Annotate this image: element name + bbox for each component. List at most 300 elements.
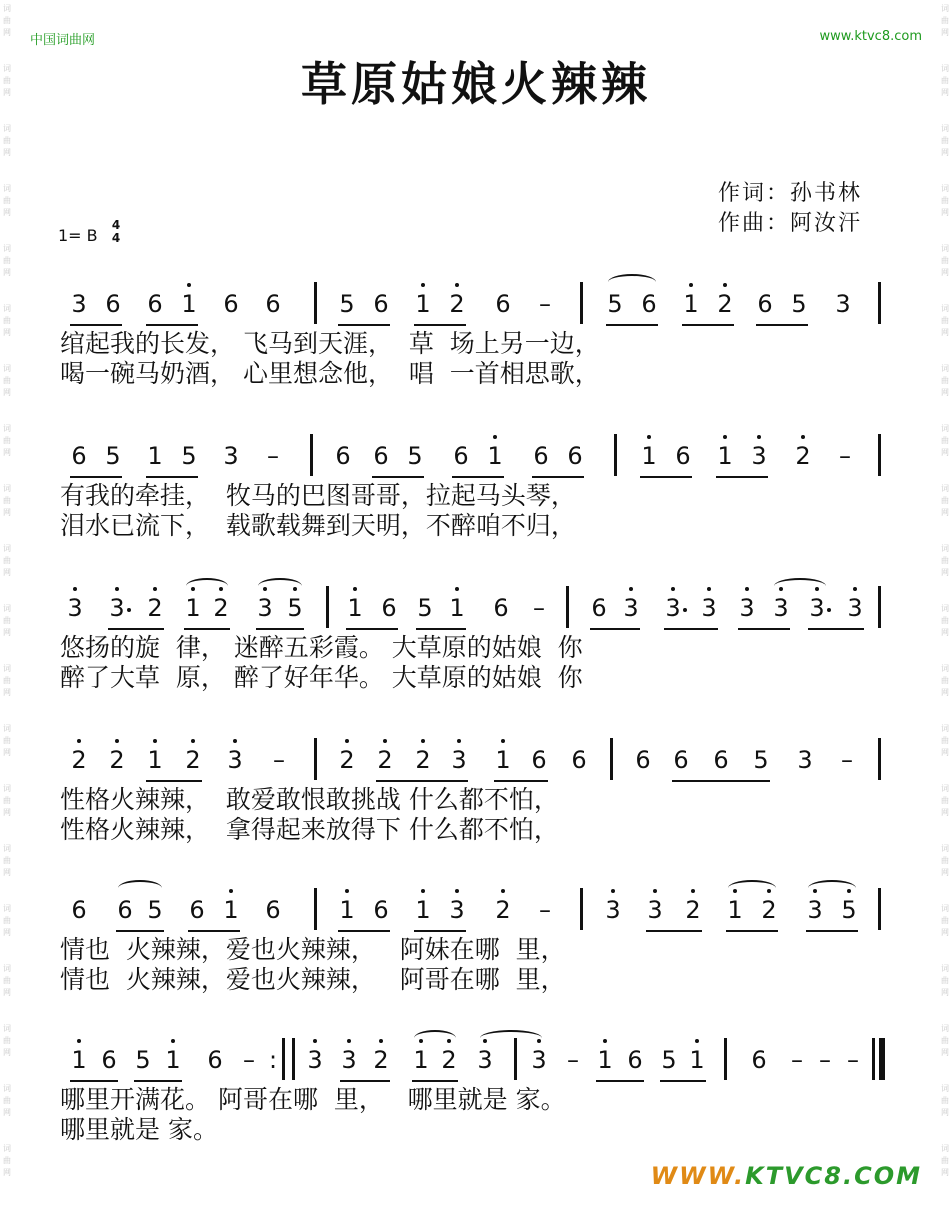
note: 6 <box>751 1046 767 1074</box>
note: 2 <box>685 896 701 924</box>
watermark-char: 词 <box>941 904 949 913</box>
watermark-char: 词 <box>3 604 11 613</box>
note: 6 <box>567 442 583 470</box>
watermark-char: 词 <box>3 1144 11 1153</box>
note: 1 <box>347 594 363 622</box>
watermark-char: 曲 <box>3 556 11 565</box>
note: 6 <box>493 594 509 622</box>
barline <box>310 434 313 476</box>
note: 3 <box>797 746 813 774</box>
watermark-char: 曲 <box>3 436 11 445</box>
note: 5 <box>841 896 857 924</box>
watermark-char: 曲 <box>3 856 11 865</box>
note: 1 <box>717 442 733 470</box>
watermark-char: 词 <box>941 844 949 853</box>
note: 1 <box>71 1046 87 1074</box>
watermark-char: 网 <box>941 148 949 157</box>
underline-beam <box>682 324 734 326</box>
dash-extension: – <box>267 442 279 470</box>
note: 3 <box>809 594 825 622</box>
watermark-char: 网 <box>3 448 11 457</box>
note: 6 <box>373 290 389 318</box>
watermark-char: 曲 <box>941 736 949 745</box>
watermark-char: 词 <box>3 844 11 853</box>
barline <box>610 738 613 780</box>
note: 6 <box>673 746 689 774</box>
watermark-char: 曲 <box>941 616 949 625</box>
watermark-char: 词 <box>3 64 11 73</box>
note: 3 <box>451 746 467 774</box>
underline-beam <box>738 628 790 630</box>
note: 6 <box>117 896 133 924</box>
watermark-char: 网 <box>941 388 949 397</box>
watermark-char: 词 <box>941 784 949 793</box>
watermark-char: 曲 <box>941 76 949 85</box>
watermark-char: 网 <box>3 928 11 937</box>
note: 5 <box>753 746 769 774</box>
note: 5 <box>105 442 121 470</box>
watermark-char: 曲 <box>941 136 949 145</box>
watermark-char: 网 <box>3 688 11 697</box>
note: 6 <box>335 442 351 470</box>
watermark-char: 网 <box>3 868 11 877</box>
watermark-char: 词 <box>3 124 11 133</box>
note: 3 <box>739 594 755 622</box>
barline <box>872 1038 875 1080</box>
watermark-char: 曲 <box>941 916 949 925</box>
key-signature: 1= B <box>58 226 98 245</box>
note: 6 <box>101 1046 117 1074</box>
watermark-char: 网 <box>941 268 949 277</box>
watermark-char: 曲 <box>3 496 11 505</box>
watermark-char: 网 <box>941 568 949 577</box>
note: 6 <box>635 746 651 774</box>
note: : <box>268 1046 278 1074</box>
watermark-char: 词 <box>941 544 949 553</box>
barline <box>614 434 617 476</box>
watermark-char: 词 <box>3 184 11 193</box>
watermark-char: 曲 <box>3 196 11 205</box>
watermark-char: 曲 <box>3 316 11 325</box>
watermark-char: 词 <box>941 604 949 613</box>
time-signature <box>110 219 122 245</box>
barline <box>282 1038 295 1080</box>
slur-arc <box>808 880 856 896</box>
underline-beam <box>712 780 770 782</box>
underline-beam <box>646 930 702 932</box>
watermark-char: 词 <box>3 664 11 673</box>
underline-beam <box>606 324 658 326</box>
note: 2 <box>449 290 465 318</box>
watermark-char: 网 <box>941 928 949 937</box>
barline <box>514 1038 517 1080</box>
note: 2 <box>795 442 811 470</box>
barline <box>878 282 881 324</box>
watermark-char: 曲 <box>941 856 949 865</box>
watermark-char: 词 <box>941 424 949 433</box>
watermark-char: 词 <box>3 724 11 733</box>
note: 2 <box>761 896 777 924</box>
slur-arc <box>118 880 162 896</box>
watermark-char: 词 <box>3 544 11 553</box>
watermark-char: 词 <box>941 64 949 73</box>
score-system-5 <box>0 894 952 1044</box>
note: 3 <box>751 442 767 470</box>
note: 2 <box>71 746 87 774</box>
note: 6 <box>373 442 389 470</box>
watermark-char: 曲 <box>3 256 11 265</box>
underline-beam <box>716 476 768 478</box>
watermark-char: 网 <box>3 328 11 337</box>
note: 2 <box>147 594 163 622</box>
watermark-char: 网 <box>941 328 949 337</box>
note: 1 <box>223 896 239 924</box>
slur-arc <box>608 274 656 290</box>
score-system-3 <box>0 592 952 742</box>
watermark-char: 词 <box>941 1144 949 1153</box>
watermark-char: 词 <box>941 364 949 373</box>
note: 1 <box>185 594 201 622</box>
watermark-char: 网 <box>3 508 11 517</box>
watermark-char: 网 <box>941 448 949 457</box>
watermark-char: 曲 <box>941 796 949 805</box>
note: 3 <box>847 594 863 622</box>
watermark-char: 词 <box>3 424 11 433</box>
watermark-char: 网 <box>941 748 949 757</box>
watermark-char: 曲 <box>3 76 11 85</box>
note: 6 <box>147 290 163 318</box>
lyric-verse-2: 哪里就是 家。 <box>60 1115 218 1144</box>
note: 5 <box>287 594 303 622</box>
note: 2 <box>377 746 393 774</box>
note: 1 <box>181 290 197 318</box>
note: 5 <box>339 290 355 318</box>
note: 6 <box>373 896 389 924</box>
note: 3 <box>531 1046 547 1074</box>
score-system-1 <box>0 288 952 438</box>
note: 1 <box>495 746 511 774</box>
barline <box>314 888 317 930</box>
dash-extension: – <box>539 896 551 924</box>
watermark-char: 词 <box>941 964 949 973</box>
note: 5 <box>607 290 623 318</box>
watermark-char: 词 <box>941 484 949 493</box>
barline <box>580 282 583 324</box>
note: 3 <box>307 1046 323 1074</box>
note: 6 <box>381 594 397 622</box>
lyric-verse-1: 性格火辣辣， 敢爱敢恨敢挑战 什么都不怕， <box>60 785 559 814</box>
watermark-char: 网 <box>3 1168 11 1177</box>
note: 1 <box>339 896 355 924</box>
barline <box>878 586 881 628</box>
watermark-char: 网 <box>941 688 949 697</box>
note: 1 <box>683 290 699 318</box>
watermark-char: 网 <box>3 88 11 97</box>
watermark-char: 词 <box>3 1024 11 1033</box>
dash-extension: – <box>539 290 551 318</box>
note: 1 <box>415 896 431 924</box>
note: 3 <box>623 594 639 622</box>
score-system-4 <box>0 744 952 894</box>
dash-extension: – <box>847 1046 859 1074</box>
lyric-verse-1: 绾起我的长发， 飞马到天涯， 草 场上另一边， <box>60 329 600 358</box>
watermark-char: 词 <box>3 784 11 793</box>
watermark-char: 词 <box>941 724 949 733</box>
watermark-char: 词 <box>941 304 949 313</box>
watermark-char: 网 <box>941 1048 949 1057</box>
slur-arc <box>186 578 228 594</box>
barline <box>878 888 881 930</box>
note: 6 <box>189 896 205 924</box>
note: 2 <box>495 896 511 924</box>
barline <box>314 738 317 780</box>
watermark-char: 网 <box>941 508 949 517</box>
note: 3 <box>665 594 681 622</box>
slur-arc <box>728 880 776 896</box>
watermark-char: 网 <box>941 88 949 97</box>
lyric-verse-1: 哪里开满花。 阿哥在哪 里， 哪里就是 家。 <box>60 1085 566 1114</box>
note: 3 <box>109 594 125 622</box>
note: 6 <box>627 1046 643 1074</box>
barline <box>314 282 317 324</box>
watermark-char: 网 <box>941 1108 949 1117</box>
time-signature-bottom: 4 <box>111 231 121 245</box>
barline <box>326 586 329 628</box>
note: 1 <box>641 442 657 470</box>
watermark-char: 曲 <box>3 1156 11 1165</box>
barline <box>878 738 881 780</box>
watermark-char: 曲 <box>941 436 949 445</box>
note: 6 <box>675 442 691 470</box>
dash-extension: – <box>819 1046 831 1074</box>
watermark-char: 网 <box>3 988 11 997</box>
underline-beam <box>806 930 858 932</box>
barline <box>879 1038 885 1080</box>
note: 6 <box>713 746 729 774</box>
lyric-verse-2: 情也 火辣辣，爱也火辣辣， 阿哥在哪 里， <box>60 965 566 994</box>
watermark-char: 词 <box>3 304 11 313</box>
note: 3 <box>647 896 663 924</box>
note: 6 <box>531 746 547 774</box>
watermark-char: 网 <box>3 1048 11 1057</box>
watermark-char: 曲 <box>941 496 949 505</box>
watermark-char: 网 <box>3 208 11 217</box>
watermark-char: 曲 <box>3 796 11 805</box>
note: 5 <box>181 442 197 470</box>
footer-logo-www: WWW. <box>650 1162 746 1190</box>
lyric-verse-2: 泪水已流下， 载歌载舞到天明，不醉咱不归， <box>60 511 576 540</box>
watermark-char: 词 <box>941 244 949 253</box>
slur-arc <box>414 1030 456 1046</box>
watermark-char: 词 <box>3 244 11 253</box>
watermark-char: 曲 <box>941 16 949 25</box>
barline <box>566 586 569 628</box>
watermark-char: 词 <box>3 964 11 973</box>
underline-beam <box>590 628 640 630</box>
dash-extension: – <box>273 746 285 774</box>
watermark-char: 词 <box>3 364 11 373</box>
watermark-char: 曲 <box>3 736 11 745</box>
watermark-char: 网 <box>941 208 949 217</box>
underline-beam <box>664 628 718 630</box>
note: 1 <box>689 1046 705 1074</box>
note: 3 <box>223 442 239 470</box>
barline <box>580 888 583 930</box>
note: 1 <box>415 290 431 318</box>
note: 1 <box>487 442 503 470</box>
watermark-char: 曲 <box>941 556 949 565</box>
watermark-char: 网 <box>3 268 11 277</box>
footer-logo-ktv: KTVC8.COM <box>745 1162 922 1190</box>
notation-line <box>0 894 952 934</box>
watermark-char: 网 <box>3 1108 11 1117</box>
watermark-char: 词 <box>941 4 949 13</box>
watermark-char: 词 <box>941 184 949 193</box>
watermark-char: 曲 <box>941 376 949 385</box>
note: 6 <box>533 442 549 470</box>
watermark-char: 网 <box>941 988 949 997</box>
watermark-char: 曲 <box>941 676 949 685</box>
note: 3 <box>227 746 243 774</box>
watermark-char: 网 <box>3 808 11 817</box>
note: 6 <box>571 746 587 774</box>
lyric-verse-2: 醉了大草 原， 醉了好年华。 大草原的姑娘 你 <box>60 663 583 692</box>
watermark-char: 词 <box>941 124 949 133</box>
watermark-char: 网 <box>941 868 949 877</box>
watermark-char: 曲 <box>3 976 11 985</box>
notation-line <box>0 288 952 328</box>
lyric-verse-2: 性格火辣辣， 拿得起来放得下 什么都不怕， <box>60 815 559 844</box>
note: 2 <box>339 746 355 774</box>
note: 6 <box>223 290 239 318</box>
note: 3 <box>605 896 621 924</box>
watermark-char: 网 <box>3 568 11 577</box>
dash-extension: – <box>791 1046 803 1074</box>
note: 2 <box>717 290 733 318</box>
underline-beam <box>596 1080 644 1082</box>
note: 5 <box>407 442 423 470</box>
watermark-char: 曲 <box>941 196 949 205</box>
watermark-char: 词 <box>3 904 11 913</box>
note: 3 <box>773 594 789 622</box>
underline-beam <box>808 628 864 630</box>
watermark-char: 曲 <box>941 256 949 265</box>
barline <box>724 1038 727 1080</box>
watermark-char: 网 <box>3 148 11 157</box>
notation-line <box>0 1044 952 1084</box>
site-url-right[interactable]: www.ktvc8.com <box>819 29 922 44</box>
watermark-char: 曲 <box>3 376 11 385</box>
watermark-char: 词 <box>3 1084 11 1093</box>
barline <box>878 434 881 476</box>
note: 1 <box>449 594 465 622</box>
note: 6 <box>105 290 121 318</box>
watermark-char: 曲 <box>3 16 11 25</box>
lyric-verse-1: 悠扬的旋 律， 迷醉五彩霞。 大草原的姑娘 你 <box>60 633 583 662</box>
watermark-char: 曲 <box>941 976 949 985</box>
lyric-verse-2: 喝一碗马奶酒， 心里想念他， 唱 一首相思歌， <box>60 359 600 388</box>
dash-extension: – <box>243 1046 255 1074</box>
note: 5 <box>661 1046 677 1074</box>
note: 3 <box>807 896 823 924</box>
underline-beam <box>640 476 692 478</box>
watermark-char: 词 <box>941 1024 949 1033</box>
notation-line <box>0 744 952 784</box>
footer-logo[interactable] <box>651 1162 922 1190</box>
lyricist-credit: 作词：孙书林 <box>718 181 863 206</box>
watermark-char: 曲 <box>941 316 949 325</box>
composer-credit: 作曲：阿汝汗 <box>718 211 863 236</box>
note: 6 <box>495 290 511 318</box>
note: 2 <box>441 1046 457 1074</box>
dash-extension: – <box>839 442 851 470</box>
lyric-verse-1: 有我的牵挂， 牧马的巴图哥哥，拉起马头琴， <box>60 481 576 510</box>
notation-line <box>0 440 952 480</box>
notation-line <box>0 592 952 632</box>
note: 1 <box>413 1046 429 1074</box>
watermark-char: 曲 <box>3 676 11 685</box>
watermark-char: 词 <box>941 664 949 673</box>
dash-extension: – <box>841 746 853 774</box>
note: 2 <box>373 1046 389 1074</box>
lyric-verse-1: 情也 火辣辣，爱也火辣辣， 阿妹在哪 里， <box>60 935 566 964</box>
note: 3 <box>701 594 717 622</box>
note: 5 <box>791 290 807 318</box>
note: 3 <box>449 896 465 924</box>
slur-arc <box>258 578 302 594</box>
watermark-char: 网 <box>941 1168 949 1177</box>
note: 3 <box>71 290 87 318</box>
note: 3 <box>257 594 273 622</box>
note: 5 <box>147 896 163 924</box>
note: 3 <box>67 594 83 622</box>
watermark-char: 网 <box>3 388 11 397</box>
underline-beam <box>726 930 778 932</box>
watermark-char: 网 <box>941 628 949 637</box>
watermark-char: 曲 <box>3 1036 11 1045</box>
watermark-char: 词 <box>3 484 11 493</box>
note: 5 <box>135 1046 151 1074</box>
underline-beam <box>756 324 808 326</box>
note: 6 <box>591 594 607 622</box>
note: 2 <box>185 746 201 774</box>
watermark-char: 网 <box>3 748 11 757</box>
note: 2 <box>415 746 431 774</box>
note: 6 <box>207 1046 223 1074</box>
watermark-char: 曲 <box>3 616 11 625</box>
time-signature-top: 4 <box>111 218 121 232</box>
note: 2 <box>109 746 125 774</box>
song-title: 草原姑娘火辣辣 <box>301 57 651 111</box>
note: 6 <box>71 442 87 470</box>
site-name-left[interactable]: 中国词曲网 <box>30 33 96 48</box>
watermark-char: 曲 <box>941 1156 949 1165</box>
watermark-char: 曲 <box>941 1036 949 1045</box>
slur-arc <box>774 578 826 594</box>
watermark-char: 曲 <box>3 916 11 925</box>
note: 6 <box>641 290 657 318</box>
dash-extension: – <box>567 1046 579 1074</box>
watermark-char: 网 <box>941 28 949 37</box>
note: 6 <box>71 896 87 924</box>
note: 6 <box>265 290 281 318</box>
watermark-char: 曲 <box>3 136 11 145</box>
watermark-char: 网 <box>3 628 11 637</box>
note: 1 <box>727 896 743 924</box>
watermark-char: 词 <box>3 4 11 13</box>
note: 1 <box>147 746 163 774</box>
note: 3 <box>341 1046 357 1074</box>
